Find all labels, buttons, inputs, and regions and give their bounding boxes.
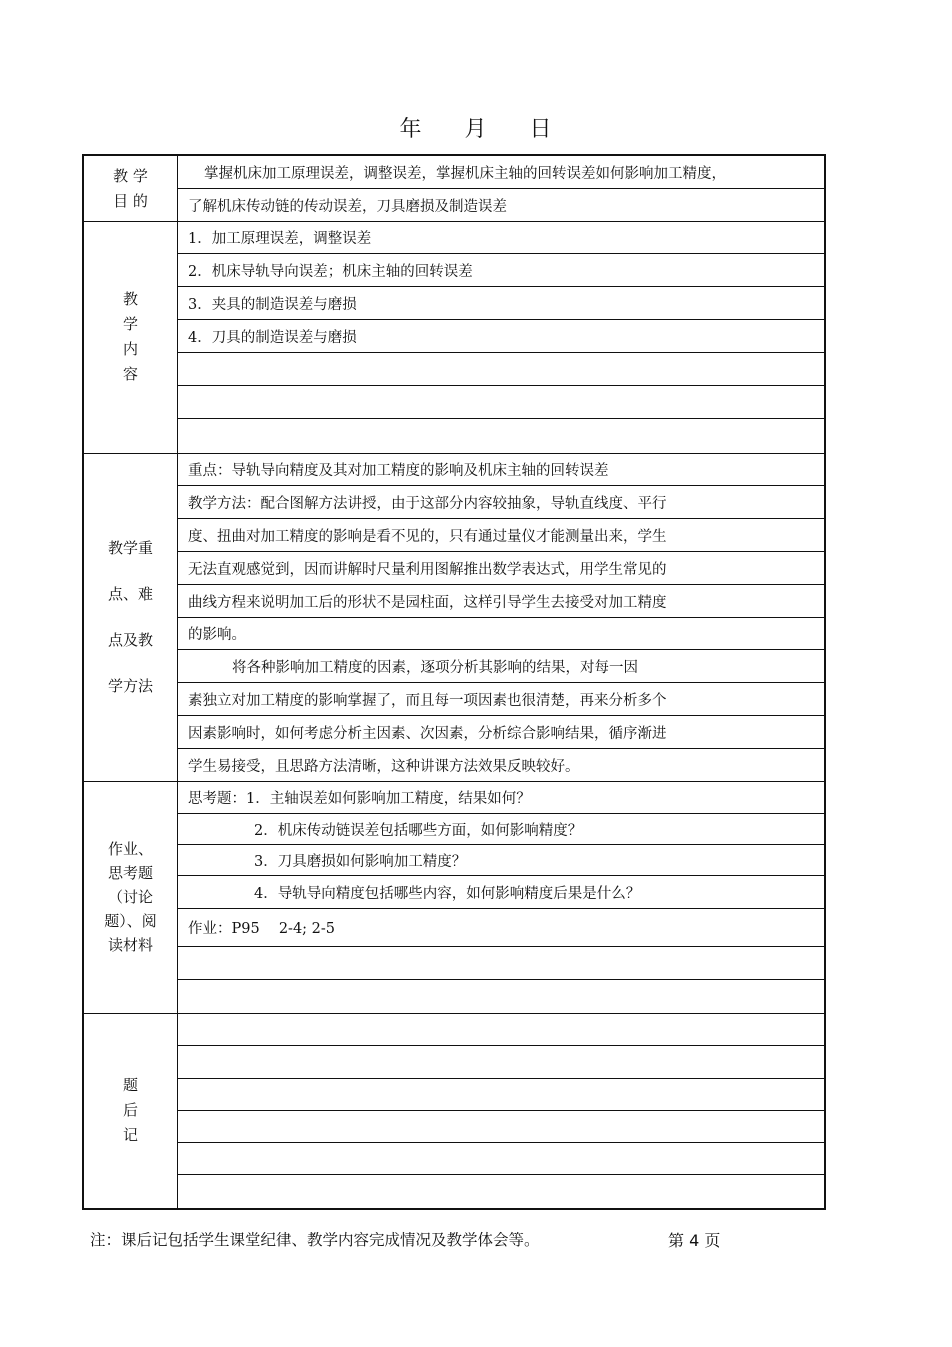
content-rows (178, 221, 824, 453)
postnotes-line (178, 1175, 824, 1208)
homework-label: 作业、 思考题 （讨论 题）、阅 读材料 (84, 781, 178, 1013)
objectives-rows (178, 156, 824, 221)
keypoints-line: 的影响。 (178, 618, 824, 650)
footer-note: 注：课后记包括学生课堂纪律、教学内容完成情况及教学体会等。 (90, 1231, 540, 1249)
postnotes-rows (178, 1013, 824, 1208)
homework-rows (178, 781, 824, 1013)
homework-line: 作业：P95 2-4; 2-5 (178, 909, 824, 947)
content-line: 3．夹具的制造误差与磨损 (178, 287, 824, 320)
keypoints-line: 教学方法：配合图解方法讲授，由于这部分内容较抽象，导轨直线度、平行 (178, 486, 824, 519)
keypoints-rows (178, 453, 824, 781)
content-line: 1．加工原理误差，调整误差 (178, 221, 824, 254)
homework-line: 思考题：1．主轴误差如何影响加工精度，结果如何？ (178, 781, 824, 814)
postnotes-line (178, 1013, 824, 1046)
postnotes-line (178, 1079, 824, 1111)
objectives-line: 了解机床传动链的传动误差，刀具磨损及制造误差 (188, 198, 507, 215)
content-line: 2．机床导轨导向误差；机床主轴的回转误差 (178, 254, 824, 287)
objectives-line: 掌握机床加工原理误差，调整误差，掌握机床主轴的回转误差如何影响加工精度， (178, 156, 824, 189)
postnotes-line (178, 1046, 824, 1079)
content-line (178, 353, 824, 386)
content-line (178, 386, 824, 419)
homework-line: 2．机床传动链误差包括哪些方面，如何影响精度？ (178, 814, 824, 845)
page-number: 第 4 页 (668, 1231, 721, 1250)
postnotes-line (178, 1111, 824, 1143)
homework-line: 3．刀具磨损如何影响加工精度？ (178, 845, 824, 876)
homework-line (178, 980, 824, 1013)
date-heading (0, 112, 952, 143)
month-label: 月 (464, 117, 488, 142)
objectives-label: 教 学 目 的 (84, 156, 178, 221)
keypoints-line: 学生易接受，且思路方法清晰，这种讲课方法效果反映较好。 (188, 758, 580, 775)
postnotes-line (178, 1143, 824, 1175)
keypoints-label: 教学重 点、难 点及教 学方法 (84, 453, 178, 781)
year-label: 年 (399, 117, 423, 142)
keypoints-line: 曲线方程来说明加工后的形状不是园柱面，这样引导学生去接受对加工精度 (178, 585, 824, 618)
keypoints-line: 重点：导轨导向精度及其对加工精度的影响及机床主轴的回转误差 (178, 453, 824, 486)
postnotes-label: 题 后 记 (84, 1013, 178, 1208)
keypoints-line: 将各种影响加工精度的因素，逐项分析其影响的结果，对每一因 (178, 650, 824, 683)
homework-line (178, 947, 824, 980)
keypoints-line: 无法直观感觉到，因而讲解时尺量利用图解推出数学表达式，用学生常见的 (178, 552, 824, 585)
content-label: 教 学 内 容 (84, 221, 178, 453)
keypoints-line: 因素影响时，如何考虑分析主因素、次因素，分析综合影响结果，循序渐进 (178, 716, 824, 749)
keypoints-line: 度、扭曲对加工精度的影响是看不见的，只有通过量仪才能测量出来，学生 (178, 519, 824, 552)
keypoints-line: 素独立对加工精度的影响掌握了，而且每一项因素也很清楚，再来分析多个 (178, 683, 824, 716)
content-line (178, 419, 824, 453)
day-label: 日 (529, 117, 553, 142)
lesson-plan-table (82, 154, 826, 1210)
homework-line: 4．导轨导向精度包括哪些内容，如何影响精度后果是什么？ (178, 876, 824, 909)
content-line: 4．刀具的制造误差与磨损 (178, 320, 824, 353)
